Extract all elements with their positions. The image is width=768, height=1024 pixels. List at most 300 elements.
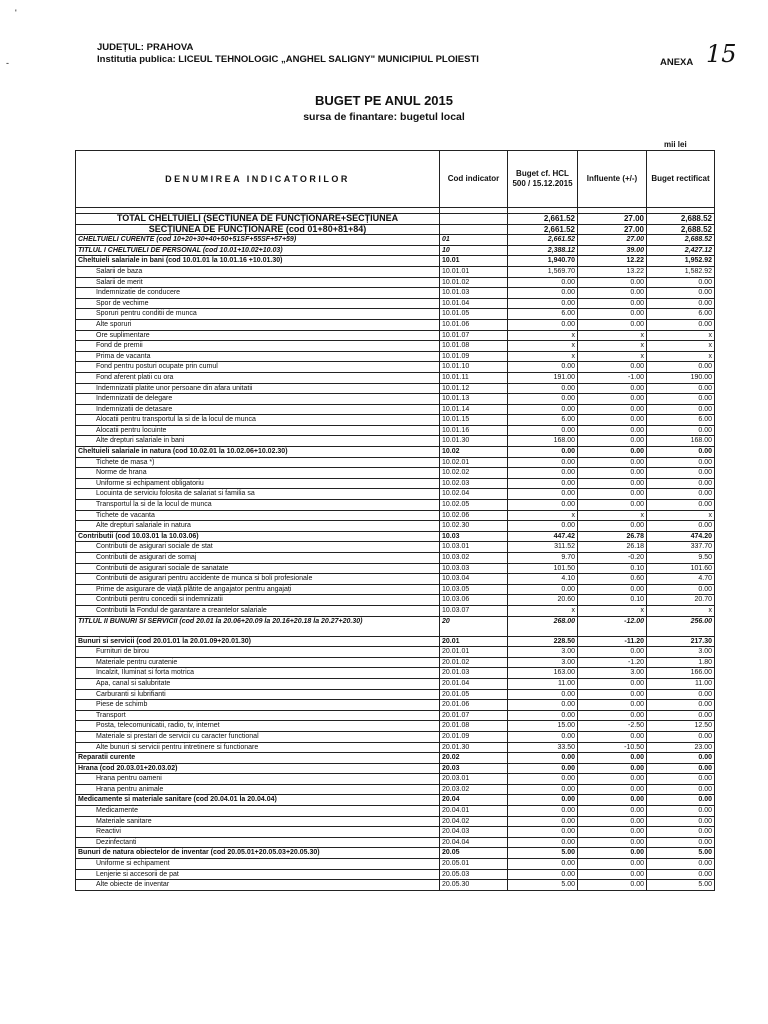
annex-number: 15 [706, 40, 737, 68]
rectified-cell: 474.20 [647, 531, 715, 542]
indicator-code-cell: 10.02.30 [440, 521, 508, 532]
indicator-code-cell: 10.02.03 [440, 478, 508, 489]
rectified-cell: 0.00 [647, 710, 715, 721]
indicator-code-cell: 10.01 [440, 256, 508, 267]
rectified-cell: 0.00 [647, 404, 715, 415]
indicator-code-cell: 10.02.05 [440, 500, 508, 511]
influence-cell: 13.22 [578, 266, 647, 277]
budget-cell: 0.00 [508, 447, 578, 458]
budget-cell: 101.50 [508, 563, 578, 574]
rectified-cell: 2,688.52 [647, 235, 715, 246]
indicator-name-cell: Alte obiecte de inventar [76, 880, 440, 891]
indicator-code-cell: 10.01.11 [440, 372, 508, 383]
table-row [76, 689, 715, 700]
indicator-code-cell: 10.01.07 [440, 330, 508, 341]
rectified-cell: x [647, 605, 715, 616]
budget-cell: 0.00 [508, 753, 578, 764]
indicator-name-cell: Spor de vechime [76, 298, 440, 309]
indicator-code-cell: 10.01.16 [440, 425, 508, 436]
influence-cell: 0.00 [578, 827, 647, 838]
table-row [76, 584, 715, 595]
indicator-name-cell: Cheltuieli salariale in bani (cod 10.01.01 la 10.01.16 +10.01.30) [76, 256, 440, 267]
indicator-code-cell: 20.04.03 [440, 827, 508, 838]
rectified-cell: 337.70 [647, 542, 715, 553]
indicator-code-cell: 20.01.30 [440, 742, 508, 753]
table-row [76, 710, 715, 721]
influence-cell: 0.00 [578, 521, 647, 532]
indicator-name-cell: Hrana pentru animale [76, 784, 440, 795]
influence-cell: 27.00 [578, 235, 647, 246]
influence-cell: 0.00 [578, 436, 647, 447]
budget-cell: 20.60 [508, 595, 578, 606]
indicator-code-cell: 20.02 [440, 753, 508, 764]
influence-cell: 0.00 [578, 806, 647, 817]
indicator-name-cell: Indemnizatii de detasare [76, 404, 440, 415]
influence-cell: -0.20 [578, 553, 647, 564]
indicator-code-cell [440, 214, 508, 225]
indicator-name-cell: Carburanti si lubrifianti [76, 689, 440, 700]
indicator-name-cell: Ore suplimentare [76, 330, 440, 341]
table-row [76, 478, 715, 489]
indicator-name-cell: Locuinta de serviciu folosita de salariat si familia sa [76, 489, 440, 500]
influence-cell: 12.22 [578, 256, 647, 267]
rectified-cell: 0.00 [647, 763, 715, 774]
indicator-code-cell [440, 224, 508, 235]
influence-cell: 0.00 [578, 584, 647, 595]
table-row [76, 266, 715, 277]
indicator-code-cell: 10.03.04 [440, 574, 508, 585]
budget-cell: 0.00 [508, 383, 578, 394]
document-header [97, 42, 479, 66]
rectified-cell: 0.00 [647, 425, 715, 436]
rectified-cell: 0.00 [647, 731, 715, 742]
indicator-name-cell: Prima de vacanta [76, 351, 440, 362]
table-row [76, 288, 715, 299]
indicator-code-cell: 20.03.01 [440, 774, 508, 785]
influence-cell: 0.00 [578, 415, 647, 426]
table-row [76, 256, 715, 267]
rectified-cell: 5.00 [647, 880, 715, 891]
rectified-cell: 0.00 [647, 298, 715, 309]
table-row [76, 309, 715, 320]
rectified-cell: 11.00 [647, 678, 715, 689]
table-row [76, 510, 715, 521]
rectified-cell: 3.00 [647, 647, 715, 658]
budget-cell: 6.00 [508, 415, 578, 426]
budget-cell: 0.00 [508, 298, 578, 309]
indicator-code-cell: 20.04.02 [440, 816, 508, 827]
indicator-code-cell: 20.01.08 [440, 721, 508, 732]
indicator-code-cell: 10.01.09 [440, 351, 508, 362]
table-row [76, 214, 715, 225]
column-header-influence: Influente (+/-) [578, 151, 647, 208]
influence-cell: x [578, 605, 647, 616]
indicator-name-cell: TOTAL CHELTUIELI (SECTIUNEA DE FUNCȚIONARE+SECȚIUNEA [76, 214, 440, 225]
indicator-name-cell: Indemnizatie de conducere [76, 288, 440, 299]
indicator-code-cell: 20.01.06 [440, 700, 508, 711]
indicator-code-cell: 10.01.06 [440, 319, 508, 330]
rectified-cell: 0.00 [647, 394, 715, 405]
indicator-code-cell: 10.02.02 [440, 468, 508, 479]
indicator-name-cell: Uniforme si echipament obligatoriu [76, 478, 440, 489]
rectified-cell: x [647, 351, 715, 362]
budget-cell: 0.00 [508, 816, 578, 827]
indicator-code-cell: 10.03.02 [440, 553, 508, 564]
indicator-name-cell: Alte sporuri [76, 319, 440, 330]
rectified-cell: 0.00 [647, 447, 715, 458]
table-row [76, 848, 715, 859]
indicator-name-cell: Tichete de masa *) [76, 457, 440, 468]
influence-cell: 0.00 [578, 309, 647, 320]
table-row [76, 245, 715, 256]
rectified-cell: 256.00 [647, 616, 715, 636]
county-label: JUDEȚUL: PRAHOVA [97, 42, 194, 53]
budget-cell: x [508, 510, 578, 521]
rectified-cell: 0.00 [647, 277, 715, 288]
rectified-cell: 1.80 [647, 657, 715, 668]
budget-cell: 0.00 [508, 425, 578, 436]
influence-cell: 0.10 [578, 563, 647, 574]
indicator-name-cell: Indemnizatii platite unor persoane din afara unitatii [76, 383, 440, 394]
influence-cell: 0.00 [578, 869, 647, 880]
budget-cell: 3.00 [508, 657, 578, 668]
table-row [76, 235, 715, 246]
indicator-name-cell: SECȚIUNEA DE FUNCȚIONARE (cod 01+80+81+84) [76, 224, 440, 235]
rectified-cell: 0.00 [647, 383, 715, 394]
table-row [76, 869, 715, 880]
influence-cell: -1.00 [578, 372, 647, 383]
indicator-name-cell: Cheltuieli salariale in natura (cod 10.02.01 la 10.02.06+10.02.30) [76, 447, 440, 458]
table-row [76, 542, 715, 553]
table-row [76, 763, 715, 774]
rectified-cell: x [647, 510, 715, 521]
influence-cell: -1.20 [578, 657, 647, 668]
table-row [76, 447, 715, 458]
budget-cell: 0.00 [508, 288, 578, 299]
influence-cell: 3.00 [578, 668, 647, 679]
indicator-code-cell: 20.01.05 [440, 689, 508, 700]
table-row [76, 521, 715, 532]
influence-cell: 0.00 [578, 383, 647, 394]
indicator-name-cell: Contributii de asigurari sociale de stat [76, 542, 440, 553]
rectified-cell: 0.00 [647, 827, 715, 838]
budget-cell: 0.00 [508, 457, 578, 468]
influence-cell: 0.00 [578, 468, 647, 479]
budget-cell: 191.00 [508, 372, 578, 383]
budget-cell: 0.00 [508, 478, 578, 489]
budget-cell: 0.00 [508, 404, 578, 415]
indicator-code-cell: 10.01.12 [440, 383, 508, 394]
unit-label: mii lei [664, 140, 687, 149]
indicator-code-cell: 20.05.03 [440, 869, 508, 880]
influence-cell: 0.00 [578, 362, 647, 373]
influence-cell: 0.00 [578, 837, 647, 848]
indicator-name-cell: Incalzit, Iluminat si forta motrica [76, 668, 440, 679]
table-row [76, 224, 715, 235]
table-row [76, 827, 715, 838]
rectified-cell: 0.00 [647, 288, 715, 299]
budget-cell: 0.00 [508, 795, 578, 806]
indicator-code-cell: 20.01.03 [440, 668, 508, 679]
indicator-code-cell: 10 [440, 245, 508, 256]
table-row [76, 806, 715, 817]
table-body [76, 208, 715, 891]
budget-cell: 0.00 [508, 784, 578, 795]
budget-cell: 0.00 [508, 869, 578, 880]
indicator-code-cell: 10.01.08 [440, 341, 508, 352]
table-row [76, 425, 715, 436]
budget-cell: 5.00 [508, 880, 578, 891]
table-row [76, 394, 715, 405]
table-row [76, 678, 715, 689]
indicator-name-cell: Contributii (cod 10.03.01 la 10.03.06) [76, 531, 440, 542]
column-header-name: DENUMIREA INDICATORILOR [76, 151, 440, 208]
indicator-name-cell: Tichete de vacanta [76, 510, 440, 521]
budget-cell: 0.00 [508, 521, 578, 532]
budget-cell: 0.00 [508, 500, 578, 511]
scan-mark: ' [15, 8, 17, 18]
indicator-name-cell: Materiale sanitare [76, 816, 440, 827]
budget-cell: 0.00 [508, 837, 578, 848]
budget-cell: 0.00 [508, 859, 578, 870]
indicator-code-cell: 10.03.05 [440, 584, 508, 595]
rectified-cell: 0.00 [647, 457, 715, 468]
budget-cell: 168.00 [508, 436, 578, 447]
budget-cell: 0.00 [508, 319, 578, 330]
influence-cell: x [578, 341, 647, 352]
indicator-name-cell: Fond de premii [76, 341, 440, 352]
budget-cell: 0.00 [508, 489, 578, 500]
influence-cell: 0.00 [578, 478, 647, 489]
rectified-cell: 12.50 [647, 721, 715, 732]
table-row [76, 574, 715, 585]
influence-cell: 0.00 [578, 500, 647, 511]
rectified-cell: 1,952.92 [647, 256, 715, 267]
table-row [76, 700, 715, 711]
table-row [76, 362, 715, 373]
indicator-code-cell: 20 [440, 616, 508, 636]
indicator-name-cell: Alte bunuri si servicii pentru intretinere si functionare [76, 742, 440, 753]
table-row [76, 774, 715, 785]
indicator-name-cell: Alte drepturi salariale in bani [76, 436, 440, 447]
page-title: BUGET PE ANUL 2015 [315, 93, 453, 108]
scan-mark: - [6, 58, 9, 68]
table-row [76, 372, 715, 383]
rectified-cell: 1,582.92 [647, 266, 715, 277]
institution-label: Institutia publica: LICEUL TEHNOLOGIC „ANGHEL SALIGNY" MUNICIPIUL PLOIESTI [97, 54, 479, 65]
rectified-cell: 0.00 [647, 859, 715, 870]
indicator-code-cell: 20.04 [440, 795, 508, 806]
table-row [76, 636, 715, 647]
budget-cell: 11.00 [508, 678, 578, 689]
indicator-code-cell: 20.01.04 [440, 678, 508, 689]
table-row [76, 795, 715, 806]
rectified-cell: 0.00 [647, 478, 715, 489]
table-row [76, 277, 715, 288]
budget-cell: 2,661.52 [508, 214, 578, 225]
budget-cell: 0.00 [508, 731, 578, 742]
budget-table [75, 150, 715, 891]
table-row [76, 859, 715, 870]
influence-cell: 0.00 [578, 425, 647, 436]
indicator-code-cell: 20.05.01 [440, 859, 508, 870]
budget-cell: x [508, 351, 578, 362]
indicator-name-cell: Transport [76, 710, 440, 721]
indicator-name-cell: Alocatii pentru transportul la si de la locul de munca [76, 415, 440, 426]
influence-cell: 0.00 [578, 731, 647, 742]
budget-cell: 228.50 [508, 636, 578, 647]
rectified-cell: 2,427.12 [647, 245, 715, 256]
indicator-name-cell: Transportul la si de la locul de munca [76, 500, 440, 511]
influence-cell: 0.00 [578, 298, 647, 309]
budget-cell: 1,940.70 [508, 256, 578, 267]
influence-cell: 0.00 [578, 816, 647, 827]
influence-cell: 0.60 [578, 574, 647, 585]
budget-cell: 33.50 [508, 742, 578, 753]
indicator-name-cell: Reactivi [76, 827, 440, 838]
indicator-name-cell: Alocatii pentru locuinte [76, 425, 440, 436]
table-row [76, 753, 715, 764]
indicator-name-cell: Contributii de asigurari sociale de sanatate [76, 563, 440, 574]
indicator-code-cell: 10.01.15 [440, 415, 508, 426]
influence-cell: x [578, 330, 647, 341]
table-row [76, 837, 715, 848]
rectified-cell: 0.00 [647, 689, 715, 700]
influence-cell: x [578, 351, 647, 362]
indicator-code-cell: 01 [440, 235, 508, 246]
budget-cell: 2,661.52 [508, 235, 578, 246]
budget-cell: 0.00 [508, 468, 578, 479]
indicator-name-cell: Contributii de asigurari pentru accidente de munca si boli profesionale [76, 574, 440, 585]
budget-cell: x [508, 330, 578, 341]
indicator-code-cell: 10.01.13 [440, 394, 508, 405]
table-row [76, 298, 715, 309]
table-row [76, 531, 715, 542]
indicator-name-cell: Sporuri pentru conditii de munca [76, 309, 440, 320]
rectified-cell: 0.00 [647, 837, 715, 848]
table-row [76, 383, 715, 394]
budget-cell: 0.00 [508, 774, 578, 785]
indicator-code-cell: 10.02.01 [440, 457, 508, 468]
indicator-code-cell: 20.04.04 [440, 837, 508, 848]
influence-cell: 0.00 [578, 678, 647, 689]
budget-cell: 9.70 [508, 553, 578, 564]
influence-cell: 0.00 [578, 795, 647, 806]
rectified-cell: 0.00 [647, 816, 715, 827]
table-row [76, 563, 715, 574]
budget-cell: 0.00 [508, 394, 578, 405]
budget-cell: x [508, 341, 578, 352]
indicator-name-cell: Fond aferent platii cu ora [76, 372, 440, 383]
table-row [76, 404, 715, 415]
rectified-cell: 0.00 [647, 784, 715, 795]
budget-cell: 1,569.70 [508, 266, 578, 277]
rectified-cell: 190.00 [647, 372, 715, 383]
influence-cell: -11.20 [578, 636, 647, 647]
rectified-cell: 0.00 [647, 468, 715, 479]
budget-cell: 0.00 [508, 362, 578, 373]
budget-cell: 0.00 [508, 806, 578, 817]
table-row [76, 657, 715, 668]
indicator-code-cell: 10.01.04 [440, 298, 508, 309]
table-row [76, 880, 715, 891]
indicator-code-cell: 10.03.07 [440, 605, 508, 616]
influence-cell: 0.10 [578, 595, 647, 606]
table-row [76, 742, 715, 753]
page-subtitle: sursa de finantare: bugetul local [303, 111, 465, 123]
indicator-code-cell: 10.01.30 [440, 436, 508, 447]
rectified-cell: 6.00 [647, 309, 715, 320]
indicator-name-cell: Reparatii curente [76, 753, 440, 764]
indicator-name-cell: Alte drepturi salariale in natura [76, 521, 440, 532]
indicator-code-cell: 20.03 [440, 763, 508, 774]
column-header-code: Cod indicator [440, 151, 508, 208]
table-row [76, 668, 715, 679]
column-header-budget: Buget cf. HCL 500 / 15.12.2015 [508, 151, 578, 208]
rectified-cell: 0.00 [647, 753, 715, 764]
indicator-name-cell: Bunuri de natura obiectelor de inventar (cod 20.05.01+20.05.03+20.05.30) [76, 848, 440, 859]
budget-cell: 2,388.12 [508, 245, 578, 256]
indicator-name-cell: Hrana pentru oameni [76, 774, 440, 785]
indicator-name-cell: Uniforme si echipament [76, 859, 440, 870]
annex-label: ANEXA [660, 57, 694, 68]
budget-cell: 0.00 [508, 700, 578, 711]
table-row [76, 489, 715, 500]
budget-cell: 0.00 [508, 763, 578, 774]
indicator-code-cell: 20.01 [440, 636, 508, 647]
budget-cell: 0.00 [508, 689, 578, 700]
influence-cell: 0.00 [578, 404, 647, 415]
indicator-name-cell: Salarii de merit [76, 277, 440, 288]
table-row [76, 341, 715, 352]
indicator-name-cell: TITLUL I CHELTUIELI DE PERSONAL (cod 10.01+10.02+10.03) [76, 245, 440, 256]
influence-cell: 0.00 [578, 447, 647, 458]
influence-cell: 0.00 [578, 647, 647, 658]
influence-cell: -12.00 [578, 616, 647, 636]
indicator-code-cell: 10.01.10 [440, 362, 508, 373]
table-row [76, 468, 715, 479]
indicator-code-cell: 10.01.05 [440, 309, 508, 320]
rectified-cell: x [647, 330, 715, 341]
indicator-code-cell: 10.03.03 [440, 563, 508, 574]
budget-cell: 15.00 [508, 721, 578, 732]
influence-cell: 26.78 [578, 531, 647, 542]
indicator-name-cell: Contributii de asigurari de somaj [76, 553, 440, 564]
rectified-cell: 0.00 [647, 869, 715, 880]
rectified-cell: 2,688.52 [647, 214, 715, 225]
indicator-code-cell: 20.04.01 [440, 806, 508, 817]
table-row [76, 500, 715, 511]
table-row [76, 553, 715, 564]
table-row [76, 605, 715, 616]
budget-cell: 0.00 [508, 277, 578, 288]
indicator-code-cell: 10.03.06 [440, 595, 508, 606]
table-row [76, 319, 715, 330]
indicator-name-cell: Fond pentru posturi ocupate prin cumul [76, 362, 440, 373]
rectified-cell: 101.60 [647, 563, 715, 574]
influence-cell: 0.00 [578, 288, 647, 299]
influence-cell: x [578, 510, 647, 521]
budget-cell: x [508, 605, 578, 616]
rectified-cell: 2,688.52 [647, 224, 715, 235]
budget-cell: 268.00 [508, 616, 578, 636]
rectified-cell: 166.00 [647, 668, 715, 679]
influence-cell: 0.00 [578, 394, 647, 405]
rectified-cell: 0.00 [647, 521, 715, 532]
table-row [76, 595, 715, 606]
influence-cell: 0.00 [578, 763, 647, 774]
influence-cell: 27.00 [578, 224, 647, 235]
